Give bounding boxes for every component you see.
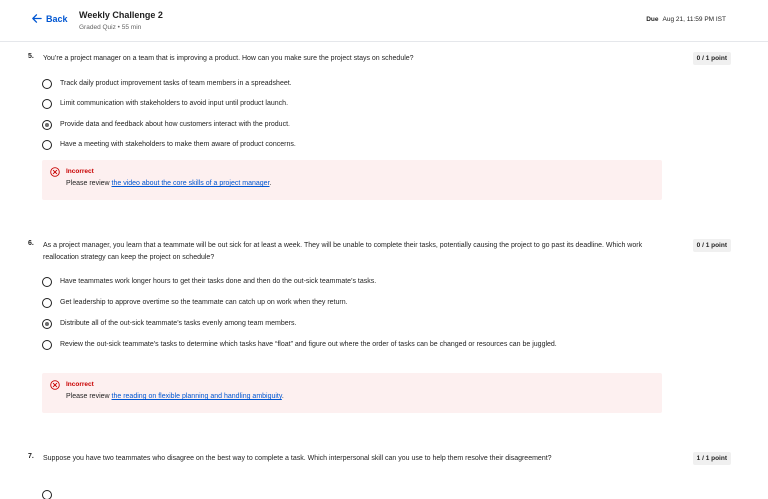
option-label: Provide data and feedback about how customers interact with the product.	[60, 121, 290, 128]
review-link[interactable]: the reading on flexible planning and handling ambiguity	[111, 393, 282, 400]
radio-button[interactable]	[42, 99, 52, 109]
due-label: Due	[646, 16, 659, 23]
feedback-message	[66, 393, 284, 400]
answer-option[interactable]	[42, 78, 652, 90]
radio-button[interactable]	[42, 79, 52, 89]
error-circle-icon	[50, 380, 60, 390]
feedback-box	[42, 160, 662, 200]
page-subtitle: Graded Quiz • 55 min	[79, 24, 142, 31]
feedback-status: Incorrect	[66, 381, 94, 388]
feedback-prefix: Please review	[66, 180, 112, 187]
back-button[interactable]	[31, 13, 68, 24]
radio-button[interactable]	[42, 277, 52, 287]
feedback-status: Incorrect	[66, 168, 94, 175]
question-text: You’re a project manager on a team that is improving a product. How can you make sure the project stays on schedule?	[43, 55, 414, 62]
answer-option[interactable]	[42, 276, 652, 288]
points-badge: 0 / 1 point	[693, 52, 731, 65]
answer-option[interactable]	[42, 489, 652, 499]
answer-option[interactable]	[42, 339, 652, 351]
answer-option[interactable]	[42, 318, 652, 330]
quiz-header	[0, 0, 768, 42]
review-link[interactable]: the video about the core skills of a project manager	[111, 180, 270, 187]
page-title: Weekly Challenge 2	[79, 10, 163, 20]
feedback-box	[42, 373, 662, 413]
feedback-prefix: Please review	[66, 393, 112, 400]
question-6	[28, 240, 738, 415]
option-label: Track daily product improvement tasks of team members in a spreadsheet.	[60, 80, 292, 87]
back-label: Back	[46, 13, 68, 24]
question-number: 7.	[28, 453, 34, 460]
points-badge: 0 / 1 point	[693, 239, 731, 252]
radio-button[interactable]	[42, 298, 52, 308]
radio-button[interactable]	[42, 490, 52, 499]
question-text: Suppose you have two teammates who disagree on the best way to complete a task. Which interpersonal skill can you use to help them resolve their disagreement?	[43, 455, 552, 462]
arrow-left-icon	[31, 13, 42, 24]
option-label: Get leadership to approve overtime so the teammate can catch up on work when they return.	[60, 299, 348, 306]
feedback-message	[66, 180, 271, 187]
option-label: Limit communication with stakeholders to avoid input until product launch.	[60, 100, 289, 107]
question-number: 6.	[28, 240, 34, 247]
option-label: Review the out-sick teammate’s tasks to determine which tasks have “float” and figure out where the order of tasks can be changed or resources can be juggled.	[60, 341, 557, 348]
question-7	[28, 453, 738, 499]
points-badge: 1 / 1 point	[693, 452, 731, 465]
due-date	[646, 16, 726, 23]
radio-button[interactable]	[42, 340, 52, 350]
option-label: Have teammates work longer hours to get their tasks done and then do the out-sick teammate’s tasks.	[60, 278, 377, 285]
answer-option[interactable]	[42, 297, 652, 309]
feedback-suffix: .	[281, 393, 284, 400]
radio-button-selected[interactable]	[42, 319, 52, 329]
feedback-suffix: .	[269, 180, 272, 187]
option-label: Distribute all of the out-sick teammate’s tasks evenly among team members.	[60, 320, 297, 327]
due-value: Aug 21, 11:59 PM IST	[662, 16, 726, 23]
option-label: Have a meeting with stakeholders to make them aware of product concerns.	[60, 141, 296, 148]
radio-button[interactable]	[42, 140, 52, 150]
radio-button-selected[interactable]	[42, 120, 52, 130]
answer-option[interactable]	[42, 98, 652, 110]
question-number: 5.	[28, 53, 34, 60]
answer-option[interactable]	[42, 139, 652, 151]
question-5	[28, 53, 738, 203]
question-text: As a project manager, you learn that a teammate will be out sick for at least a week. They will be unable to complete their tasks, potentially causing the project to go past its deadline. Which work reallocation strategy can keep the project on schedule?	[43, 242, 643, 261]
answer-option[interactable]	[42, 119, 652, 131]
error-circle-icon	[50, 167, 60, 177]
